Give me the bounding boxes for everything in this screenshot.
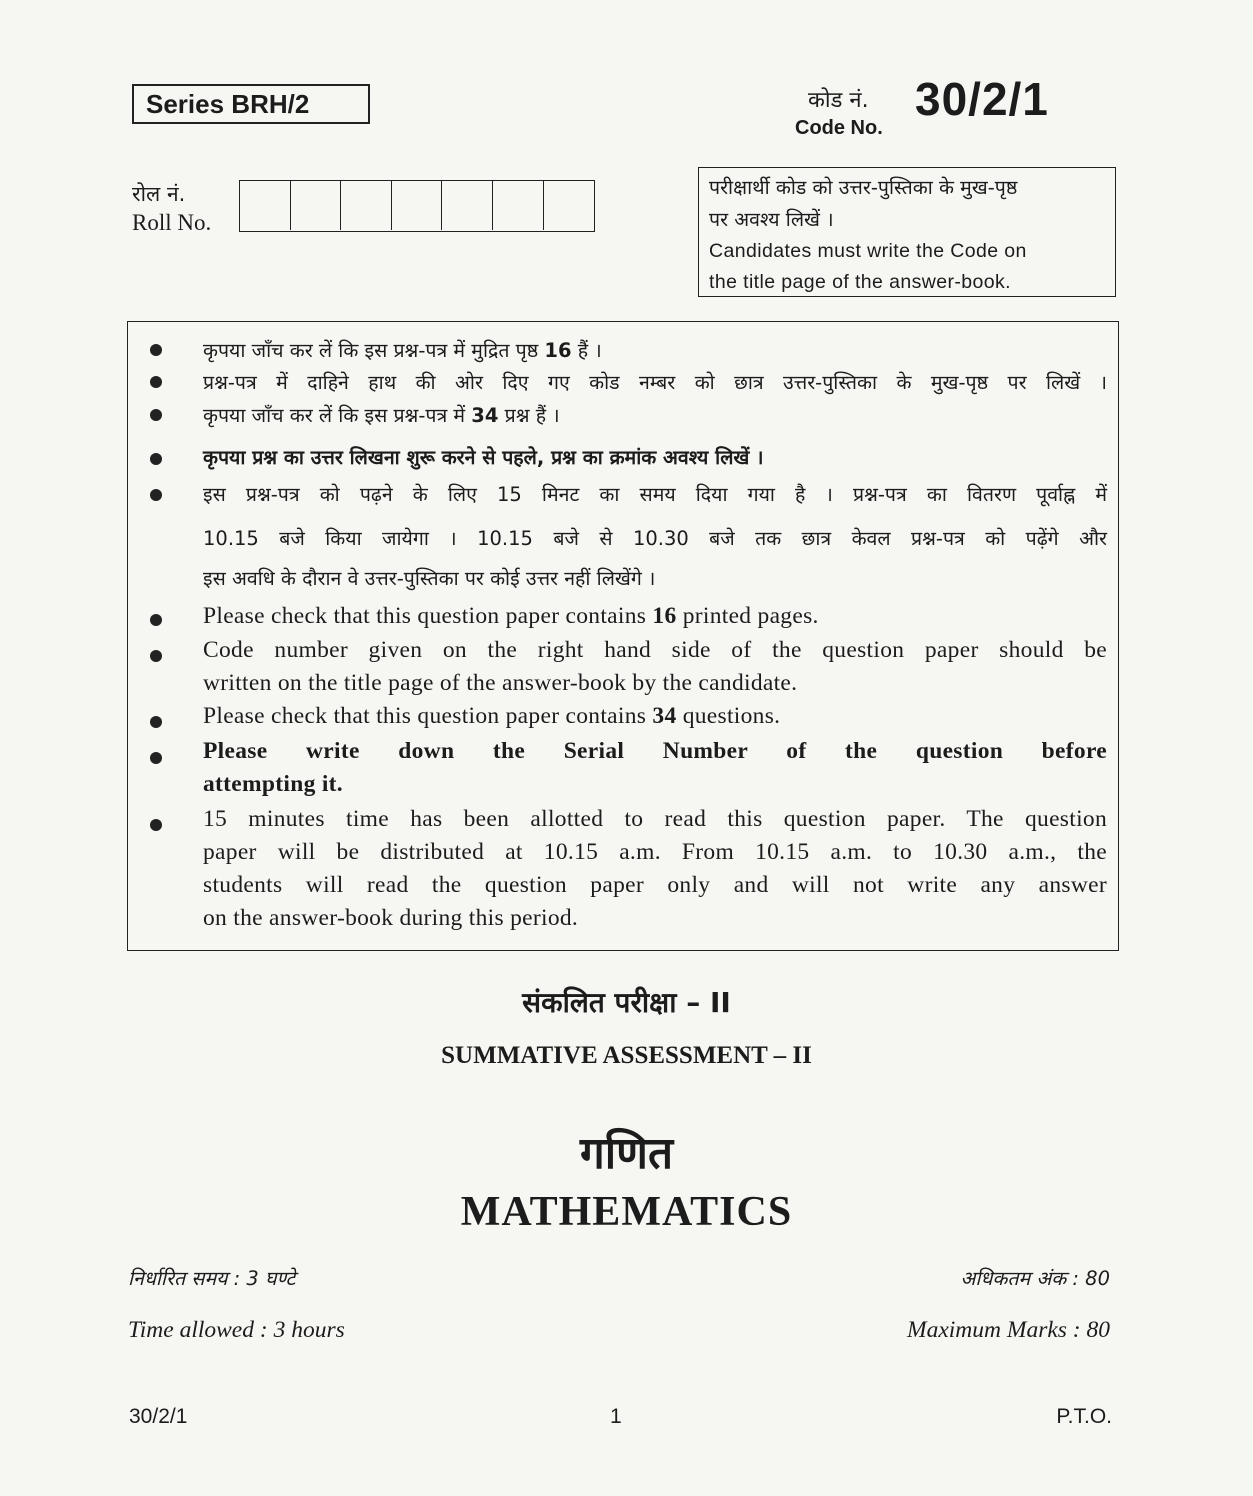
bullet-icon xyxy=(150,376,162,388)
code-note-english-line1: Candidates must write the Code on xyxy=(709,240,1027,262)
code-note-hindi-line1: परीक्षार्थी कोड को उत्तर-पुस्तिका के मुख-पृष्ठ xyxy=(709,176,1018,199)
bullet-icon xyxy=(150,650,162,662)
max-marks-english: Maximum Marks : 80 xyxy=(907,1317,1110,1343)
roll-digit-box[interactable] xyxy=(493,181,544,230)
bullet-icon xyxy=(150,716,162,728)
footer-pto: P.T.O. xyxy=(1056,1405,1112,1428)
instruction-hindi-questions: कृपया जाँच कर लें कि इस प्रश्न-पत्र में 34 प्रश्न हैं । xyxy=(203,404,560,427)
max-marks-hindi: अधिकतम अंक : 80 xyxy=(960,1267,1110,1290)
code-note-english-line2: the title page of the answer-book. xyxy=(709,271,1011,293)
bullet-icon xyxy=(150,752,162,764)
instruction-hindi-time-line1: इस प्रश्न-पत्र को पढ़ने के लिए 15 मिनट का समय दिया गया है । प्रश्न-पत्र का वितरण पूर्वाह्न में xyxy=(203,483,1107,506)
roll-number-boxes[interactable] xyxy=(239,180,595,232)
code-value: 30/2/1 xyxy=(915,73,1049,125)
roll-digit-box[interactable] xyxy=(544,181,595,230)
bullet-icon xyxy=(150,819,162,831)
code-note-box xyxy=(698,167,1116,297)
instruction-hindi-code: प्रश्न-पत्र में दाहिने हाथ की ओर दिए गए कोड नम्बर को छात्र उत्तर-पुस्तिका के मुख-पृष्ठ पर लिखें । xyxy=(203,371,1107,394)
roll-digit-box[interactable] xyxy=(291,181,342,230)
roll-digit-box[interactable] xyxy=(442,181,493,230)
instruction-hindi-serial: कृपया प्रश्न का उत्तर लिखना शुरू करने से पहले, प्रश्न का क्रमांक अवश्य लिखें । xyxy=(203,446,764,469)
roll-digit-box[interactable] xyxy=(341,181,392,230)
series-label: Series BRH/2 xyxy=(132,84,370,124)
instruction-hindi-pages: कृपया जाँच कर लें कि इस प्रश्न-पत्र में मुद्रित पृष्ठ 16 हैं । xyxy=(203,339,602,362)
instruction-english-time-line1: 15 minutes time has been allotted to read this question paper. The question xyxy=(203,806,1107,832)
instruction-english-code-line2: written on the title page of the answer-book by the candidate. xyxy=(203,670,798,696)
bullet-icon xyxy=(150,489,162,501)
exam-title-hindi: संकलित परीक्षा – II xyxy=(522,986,731,1019)
instruction-english-time-line3: students will read the question paper only and will not write any answer xyxy=(203,872,1107,898)
instruction-english-pages: Please check that this question paper contains 16 printed pages. xyxy=(203,603,819,629)
code-label-english: Code No. xyxy=(795,117,883,139)
instruction-english-questions: Please check that this question paper contains 34 questions. xyxy=(203,703,781,729)
bullet-icon xyxy=(150,453,162,465)
roll-label-hindi: रोल नं. xyxy=(132,182,186,206)
roll-label-english: Roll No. xyxy=(132,210,212,235)
instruction-english-code-line1: Code number given on the right hand side of the question paper should be xyxy=(203,637,1107,663)
exam-title-english: SUMMATIVE ASSESSMENT – II xyxy=(441,1042,812,1069)
bullet-icon xyxy=(150,344,162,356)
instruction-english-time-line2: paper will be distributed at 10.15 a.m. From 10.15 a.m. to 10.30 a.m., the xyxy=(203,839,1107,865)
time-allowed-english: Time allowed : 3 hours xyxy=(128,1317,345,1343)
code-note-hindi-line2: पर अवश्य लिखें । xyxy=(709,208,834,231)
code-label-hindi: कोड नं. xyxy=(808,88,869,113)
page-number: 1 xyxy=(610,1405,622,1428)
bullet-icon xyxy=(150,614,162,626)
instruction-english-serial-line1: Please write down the Serial Number of the question before xyxy=(203,738,1107,764)
time-allowed-hindi: निर्धारित समय : 3 घण्टे xyxy=(128,1267,296,1290)
roll-digit-box[interactable] xyxy=(240,181,291,230)
instruction-hindi-time-line3: इस अवधि के दौरान वे उत्तर-पुस्तिका पर कोई उत्तर नहीं लिखेंगे । xyxy=(203,567,656,590)
subject-title-english: MATHEMATICS xyxy=(460,1189,793,1235)
subject-title-hindi: गणित xyxy=(579,1128,674,1179)
instruction-english-serial-line2: attempting it. xyxy=(203,771,343,797)
footer-code: 30/2/1 xyxy=(129,1405,188,1428)
instruction-english-time-line4: on the answer-book during this period. xyxy=(203,905,579,931)
instruction-hindi-time-line2: 10.15 बजे किया जायेगा । 10.15 बजे से 10.30 बजे तक छात्र केवल प्रश्न-पत्र को पढ़ेंगे और xyxy=(203,527,1107,550)
roll-digit-box[interactable] xyxy=(392,181,443,230)
bullet-icon xyxy=(150,409,162,421)
